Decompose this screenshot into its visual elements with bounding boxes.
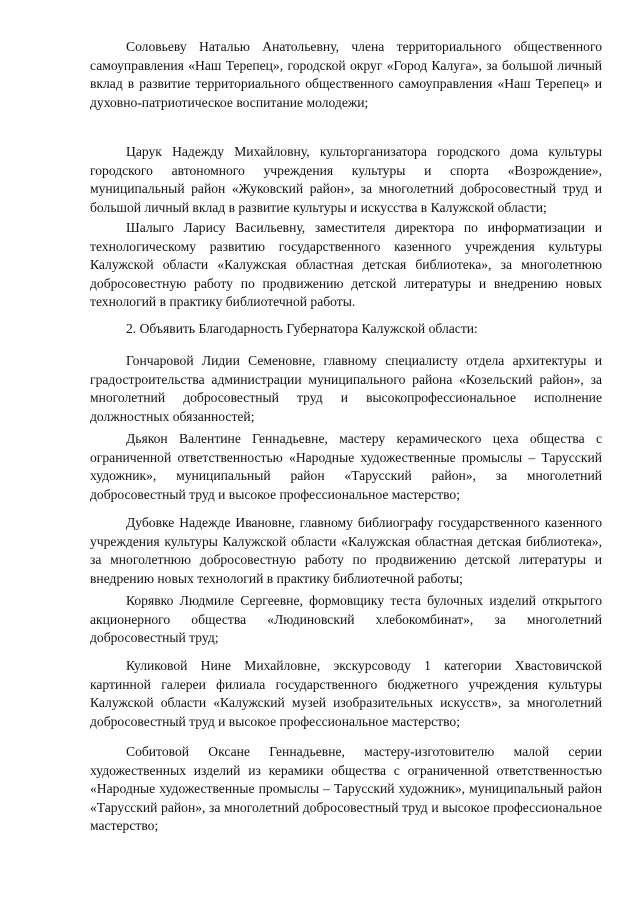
gratitude-paragraph-goncharova: Гончаровой Лидии Семеновне, главному специалисту отдела архитектуры и градостроительства администрации муниципального района «Козельский район», за многолетний добросовестный труд и высокопрофессиональное исполнение должностных обязанностей;	[90, 353, 602, 424]
gratitude-paragraph-dubovka: Дубовке Надежде Ивановне, главному библиографу государственного казенного учреждения культуры Калужской области «Калужская областная детская библиотека», за многолетнюю добросовестную работу по продвижению детской литературы и внедрению новых технологий в практику библиотечной работы;	[90, 515, 602, 586]
award-paragraph-solovyeva: Соловьеву Наталью Анатольевну, члена территориального общественного самоуправления «Наш Терепец», городской округ «Город Калуга», за большой личный вклад в развитие территориального общественного самоуправления «Наш Терепец» и духовно-патриотическое воспитание молодежи;	[90, 39, 602, 110]
gratitude-paragraph-dyakon: Дьякон Валентине Геннадьевне, мастеру керамического цеха общества с ограниченной ответственностью «Народные художественные промыслы – Тарусский художник», муниципальный район «Тарусский район», за многолетний добросовестный труд и высокое профессиональное мастерство;	[90, 431, 602, 502]
gratitude-paragraph-koryavko: Корявко Людмиле Сергеевне, формовщику теста булочных изделий открытого акционерного общества «Людиновский хлебокомбинат», за многолетний добросовестный труд;	[90, 593, 602, 646]
section-heading: 2. Объявить Благодарность Губернатора Калужской области:	[126, 321, 478, 336]
award-paragraph-tsaruk: Царук Надежду Михайловну, культорганизатора городского дома культуры городского автономного учреждения культуры и спорта «Возрождение», муниципальный район «Жуковский район», за многолетний добросовестный труд и большой личный вклад в развитие культуры и искусства в Калужской области;	[90, 144, 602, 215]
gratitude-paragraph-kulikova: Куликовой Нине Михайловне, экскурсоводу 1 категории Хвастовичской картинной галереи филиала государственного бюджетного учреждения культуры Калужской области «Калужский музей изобразительных искусств», за многолетний добросовестный труд и высокое профессиональное мастерство;	[90, 658, 602, 729]
gratitude-paragraph-sobitova: Собитовой Оксане Геннадьевне, мастеру-изготовителю малой серии художественных изделий из керамики общества с ограниченной ответственностью «Народные художественные промыслы – Тарусский художник», муниципальный район «Тарусский район», за многолетний добросовестный труд и высокое профессиональное мастерство;	[90, 744, 602, 834]
award-paragraph-shalygo: Шалыго Ларису Васильевну, заместителя директора по информатизации и технологическому развитию государственного казенного учреждения культуры Калужской области «Калужская областная детская библиотека», за многолетнюю добросовестную работу по продвижению детской литературы и внедрению новых технологий в практику библиотечной работы.	[90, 220, 602, 310]
